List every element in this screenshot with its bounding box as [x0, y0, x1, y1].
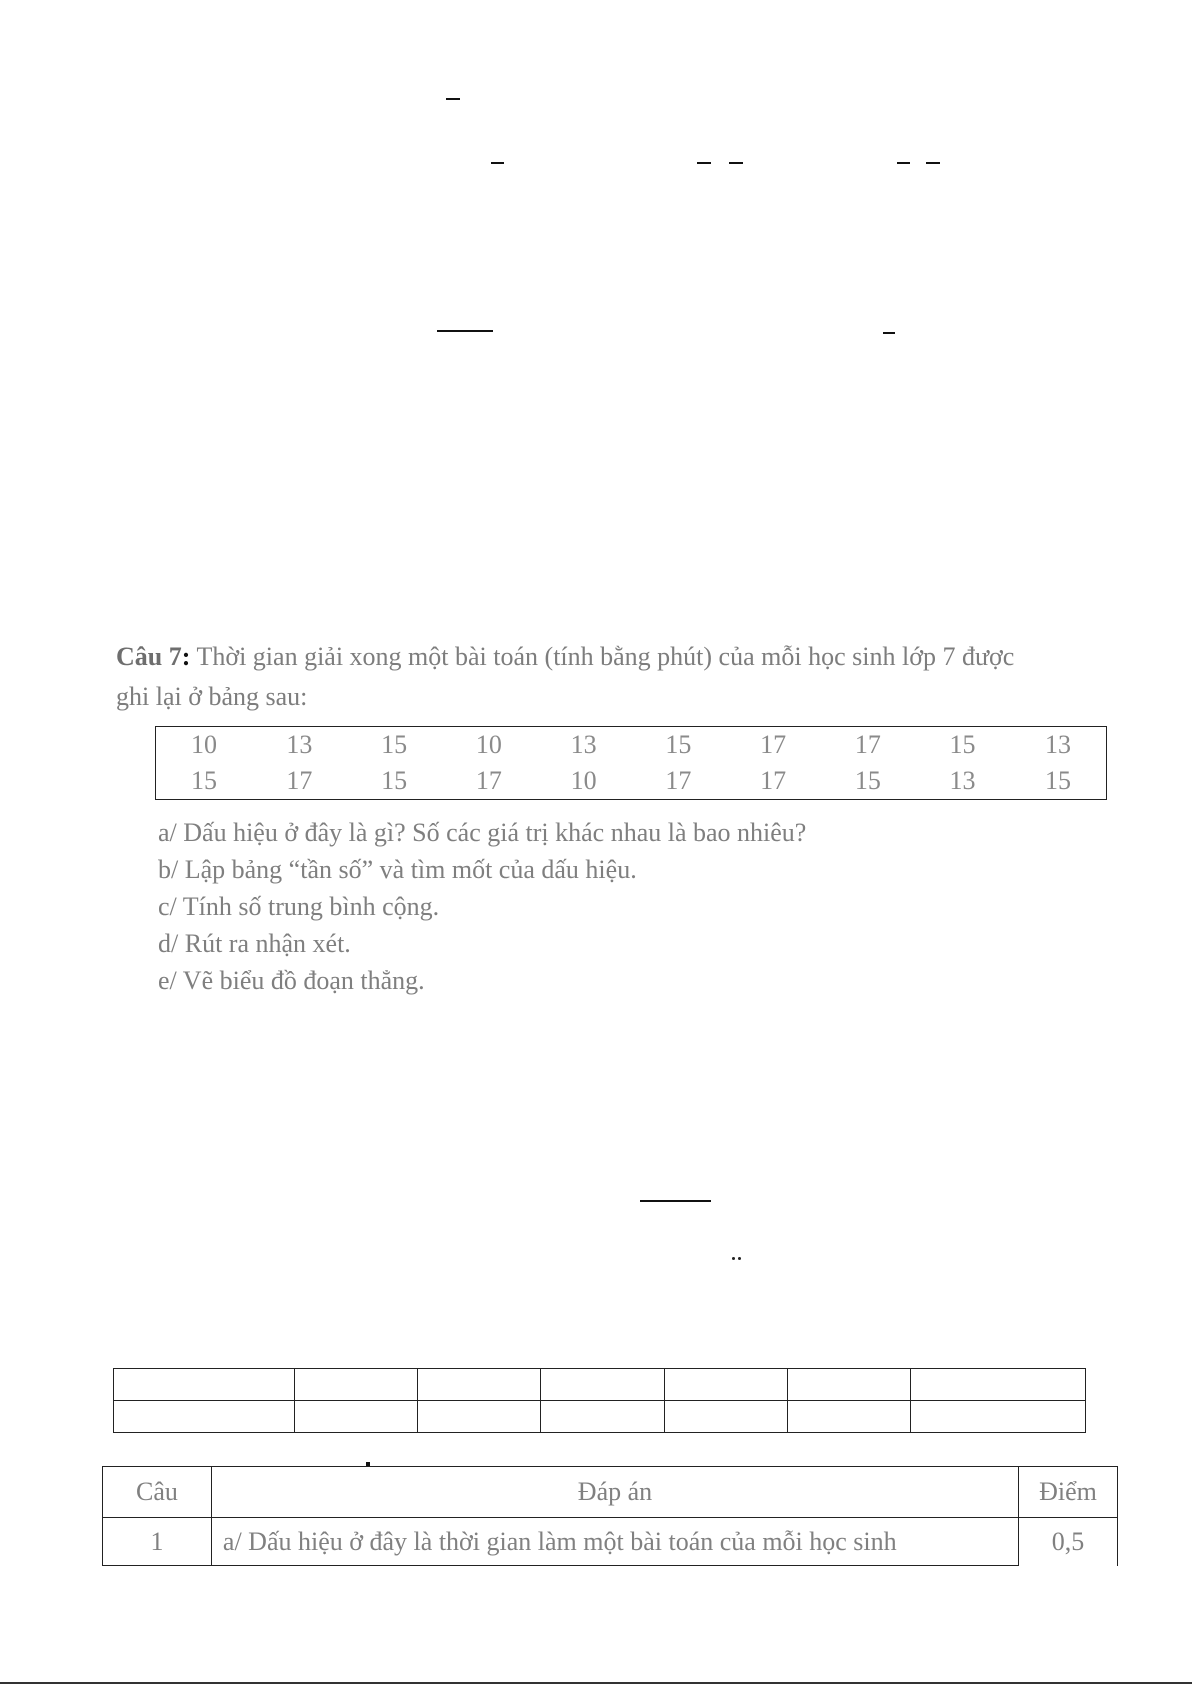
table-header-row	[103, 1467, 1118, 1518]
table-cell	[540, 1369, 665, 1401]
table-cell	[665, 1401, 788, 1433]
table-cell: 17	[475, 766, 502, 795]
cell-diem: 0,5	[1019, 1518, 1118, 1566]
frequency-table-empty	[113, 1368, 1086, 1433]
table-cell	[788, 1401, 911, 1433]
table-cell	[294, 1401, 417, 1433]
fraction-bar	[729, 162, 743, 164]
table-cell	[540, 1401, 665, 1433]
table-cell: 13	[949, 766, 976, 795]
table-cell: 17	[665, 766, 692, 795]
table-cell	[788, 1369, 911, 1401]
fraction-bar	[897, 162, 910, 164]
table-cell: 13	[1044, 730, 1071, 759]
question-colon: :	[181, 642, 191, 671]
table-cell	[114, 1401, 295, 1433]
question-line-2: ghi lại ở bảng sau:	[116, 682, 308, 711]
fraction-bar	[446, 98, 460, 100]
data-table	[155, 726, 1107, 800]
stray-dot	[738, 1257, 741, 1260]
page-bottom-rule	[0, 1682, 1192, 1684]
table-cell: 15	[191, 766, 218, 795]
sub-question-a: a/ Dấu hiệu ở đây là gì? Số các giá trị khác nhau là bao nhiêu?	[158, 818, 807, 847]
table-cell: 10	[191, 730, 218, 759]
table-row	[114, 1369, 1086, 1401]
sub-question-e: e/ Vẽ biểu đồ đoạn thẳng.	[158, 966, 425, 995]
table-cell: 13	[286, 730, 313, 759]
table-cell: 15	[381, 730, 408, 759]
table-cell: 15	[381, 766, 408, 795]
fraction-bar	[640, 1200, 711, 1202]
table-cell	[417, 1369, 540, 1401]
cell-cau: 1	[103, 1518, 212, 1566]
table-cell: 17	[286, 766, 313, 795]
table-cell: 15	[1044, 766, 1071, 795]
table-cell	[114, 1369, 295, 1401]
question-number: Câu 7	[116, 642, 182, 671]
table-cell: 13	[570, 730, 597, 759]
table-row	[103, 1518, 1118, 1566]
table-cell: 10	[570, 766, 597, 795]
stray-dot	[732, 1257, 735, 1260]
header-diem: Điểm	[1019, 1467, 1118, 1518]
question-line-1	[116, 642, 1014, 672]
table-cell: 15	[854, 766, 881, 795]
table-cell: 17	[760, 766, 787, 795]
sub-question-b: b/ Lập bảng “tần số” và tìm mốt của dấu hiệu.	[158, 855, 637, 884]
table-cell: 17	[854, 730, 881, 759]
header-dap-an: Đáp án	[211, 1467, 1018, 1518]
table-cell	[417, 1401, 540, 1433]
table-cell: 15	[665, 730, 692, 759]
sub-question-c: c/ Tính số trung bình cộng.	[158, 892, 440, 921]
fraction-bar	[697, 162, 711, 164]
table-row	[156, 763, 1107, 800]
table-row	[114, 1401, 1086, 1433]
fraction-bar	[883, 332, 895, 334]
table-cell	[665, 1369, 788, 1401]
fraction-bar	[437, 330, 493, 332]
fraction-bar	[926, 162, 940, 164]
cell-dap-an: a/ Dấu hiệu ở đây là thời gian làm một bài toán của mỗi học sinh	[211, 1518, 1018, 1566]
table-cell: 17	[760, 730, 787, 759]
table-cell	[911, 1369, 1086, 1401]
fraction-bar	[491, 162, 504, 164]
table-cell	[294, 1369, 417, 1401]
table-cell: 15	[949, 730, 976, 759]
table-cell	[911, 1401, 1086, 1433]
question-text: Thời gian giải xong một bài toán (tính bằng phút) của mỗi học sinh lớp 7 được	[196, 642, 1015, 671]
sub-question-d: d/ Rút ra nhận xét.	[158, 929, 351, 958]
table-cell: 10	[475, 730, 502, 759]
table-row	[156, 727, 1107, 764]
answer-table	[102, 1466, 1118, 1566]
header-cau: Câu	[103, 1467, 212, 1518]
